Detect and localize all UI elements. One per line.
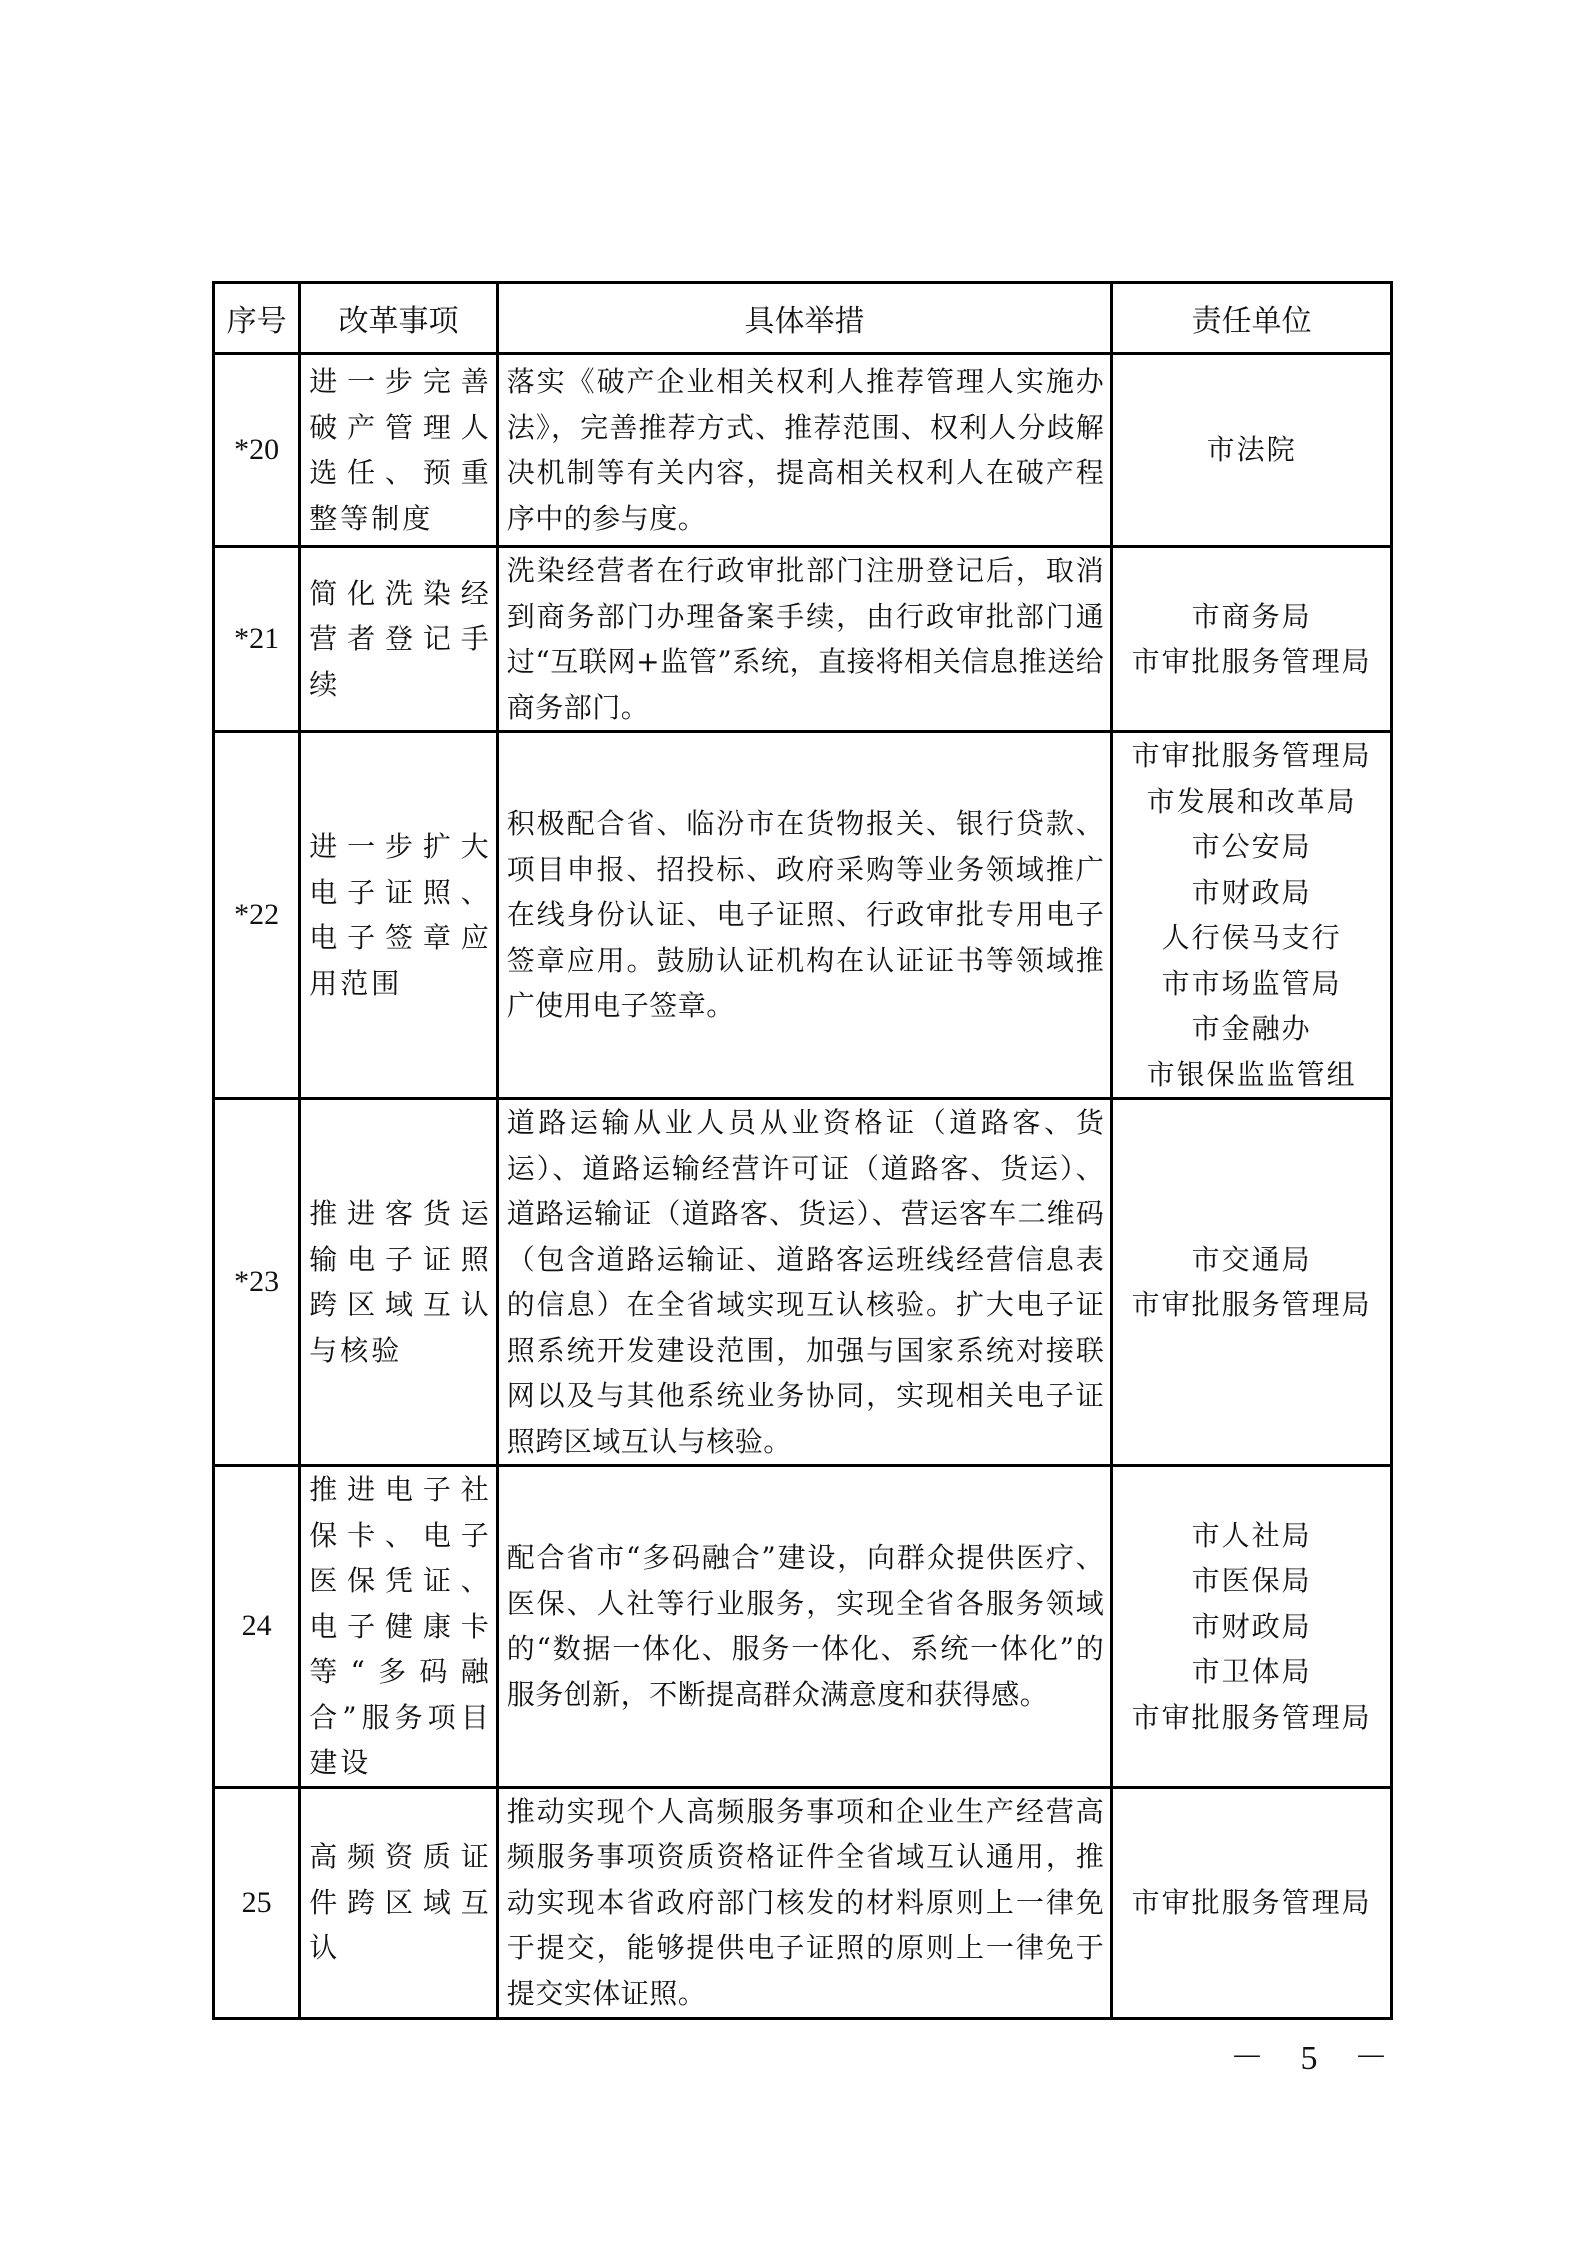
- row-number: *20: [214, 354, 300, 547]
- responsible-unit: 市卫体局: [1191, 1655, 1312, 1688]
- specific-measure: 道路运输从业人员从业资格证（道路客、货运）、道路运输经营许可证（道路客、货运）、道路运输证（道路客、货运）、营运客车二维码（包含道路运输证、道路客运班线经营信息表的信息）在全省域实现互认核验。扩大电子证照系统开发建设范围，加强与国家系统对接联网以及与其他系统业务协同，实现相关电子证照跨区域互认与核验。: [497, 1099, 1112, 1466]
- responsible-unit: 市商务局: [1191, 599, 1312, 633]
- row-number: *21: [214, 547, 300, 732]
- table-header-row: [214, 283, 1392, 354]
- responsible-unit: 市银保监监管组: [1146, 1057, 1357, 1091]
- reform-item: 推进客货运输电子证照跨区域互认与核验: [300, 1099, 498, 1466]
- reform-item: 进一步完善破产管理人选任、预重整等制度: [300, 354, 498, 547]
- responsible-unit: 市审批服务管理局: [1131, 739, 1372, 772]
- reform-item: 进一步扩大电子证照、电子签章应用范围: [300, 732, 498, 1099]
- specific-measure: 落实《破产企业相关权利人推荐管理人实施办法》，完善推荐方式、推荐范围、权利人分歧解决机制等有关内容，提高相关权利人在破产程序中的参与度。: [497, 354, 1112, 547]
- responsible-unit: 市发展和改革局: [1146, 784, 1357, 818]
- row-number: 24: [214, 1466, 300, 1788]
- reform-item: 高频资质证件跨区域互认: [300, 1787, 498, 2018]
- responsible-units: [1112, 732, 1392, 1099]
- table-row: [214, 732, 1392, 1099]
- table-row: [214, 1099, 1392, 1466]
- responsible-unit: 市公安局: [1191, 830, 1312, 863]
- responsible-unit: 市财政局: [1191, 1609, 1312, 1643]
- header-unit: 责任单位: [1112, 283, 1392, 354]
- row-number: *22: [214, 732, 300, 1099]
- table-row: [214, 1466, 1392, 1788]
- responsible-units: [1112, 1787, 1392, 2018]
- table-row: [214, 547, 1392, 732]
- page-number: － 5 －: [1230, 2040, 1402, 2077]
- responsible-unit: 市金融办: [1191, 1012, 1312, 1045]
- table-row: [214, 354, 1392, 547]
- table-row: [214, 1787, 1392, 2018]
- responsible-unit: 市审批服务管理局: [1131, 1700, 1372, 1734]
- specific-measure: 配合省市“多码融合”建设，向群众提供医疗、医保、人社等行业服务，实现全省各服务领域的“数据一体化、服务一体化、系统一体化”的服务创新，不断提高群众满意度和获得感。: [497, 1466, 1112, 1788]
- responsible-units: [1112, 1466, 1392, 1788]
- reform-measures-table: [212, 281, 1393, 2020]
- row-number: *23: [214, 1099, 300, 1466]
- header-no: 序号: [214, 283, 300, 354]
- responsible-unit: 市人社局: [1191, 1518, 1312, 1552]
- header-item: 改革事项: [300, 283, 498, 354]
- responsible-unit: 市审批服务管理局: [1131, 645, 1372, 678]
- responsible-unit: 市医保局: [1191, 1564, 1312, 1597]
- header-measure: 具体举措: [497, 283, 1112, 354]
- responsible-unit: 市交通局: [1191, 1242, 1312, 1276]
- responsible-unit: 市审批服务管理局: [1131, 1288, 1372, 1321]
- specific-measure: 推动实现个人高频服务事项和企业生产经营高频服务事项资质资格证件全省域互认通用，推动实现本省政府部门核发的材料原则上一律免于提交，能够提供电子证照的原则上一律免于提交实体证照。: [497, 1787, 1112, 2018]
- responsible-units: [1112, 354, 1392, 547]
- responsible-unit: 市审批服务管理局: [1131, 1885, 1372, 1919]
- responsible-unit: 市市场监管局: [1161, 966, 1342, 1000]
- specific-measure: 洗染经营者在行政审批部门注册登记后，取消到商务部门办理备案手续，由行政审批部门通过“互联网+监管”系统，直接将相关信息推送给商务部门。: [497, 547, 1112, 732]
- reform-item: 简化洗染经营者登记手续: [300, 547, 498, 732]
- responsible-unit: 市法院: [1206, 433, 1297, 467]
- specific-measure: 积极配合省、临汾市在货物报关、银行贷款、项目申报、招投标、政府采购等业务领域推广在线身份认证、电子证照、行政审批专用电子签章应用。鼓励认证机构在认证证书等领域推广使用电子签章。: [497, 732, 1112, 1099]
- row-number: 25: [214, 1787, 300, 2018]
- responsible-units: [1112, 547, 1392, 732]
- responsible-units: [1112, 1099, 1392, 1466]
- reform-item: 推进电子社保卡、电子医保凭证、电子健康卡等“多码融合”服务项目建设: [300, 1466, 498, 1788]
- responsible-unit: 人行侯马支行: [1161, 921, 1342, 954]
- responsible-unit: 市财政局: [1191, 875, 1312, 909]
